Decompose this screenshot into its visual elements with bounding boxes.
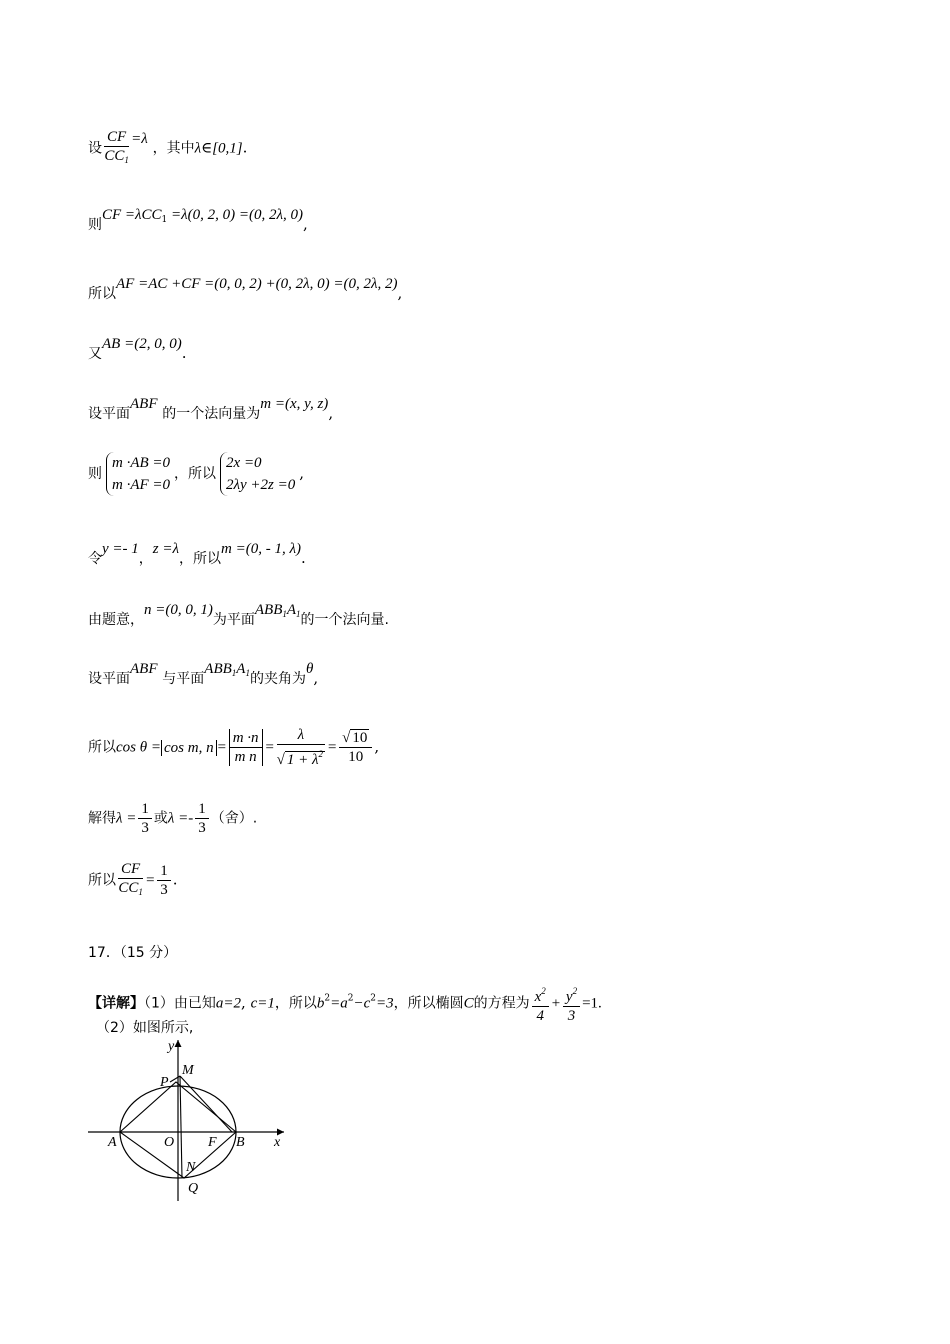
vector-n: n =(0, 0, 1) bbox=[144, 602, 213, 618]
system-1 bbox=[106, 452, 170, 496]
vector-cf-val: =λ(0, 2, 0) =(0, 2λ, 0) bbox=[167, 207, 303, 223]
text-or: 或 bbox=[153, 810, 168, 827]
sys1-eq2: m ·AF =0 bbox=[112, 477, 171, 493]
fraction-num: CF bbox=[118, 860, 143, 879]
equals: = bbox=[264, 739, 275, 756]
text-so: 所以 bbox=[88, 872, 116, 889]
sqrt-body: 1 + λ bbox=[286, 752, 319, 768]
line-9 bbox=[88, 661, 319, 693]
vector-af: AF =AC +CF =(0, 0, 2) +(0, 2λ, 0) =(0, 2λ, 2) bbox=[116, 276, 398, 292]
fraction-x2-4 bbox=[532, 982, 549, 1025]
sqrt-ten: 10 bbox=[352, 730, 368, 746]
subscript: 1 bbox=[124, 155, 129, 165]
line-mn bbox=[180, 1076, 182, 1178]
label-p: P bbox=[160, 1075, 169, 1090]
text-set-plane: 设平面 bbox=[88, 671, 130, 687]
text-angle: 的夹角为 bbox=[249, 671, 306, 687]
superscript: 2 bbox=[370, 993, 376, 1004]
comma: , bbox=[397, 284, 403, 302]
vector-m: m =(x, y, z) bbox=[260, 396, 329, 412]
fraction-num: 1 bbox=[195, 800, 209, 819]
text-is-plane: 为平面 bbox=[212, 612, 255, 628]
superscript: 2 bbox=[541, 986, 546, 996]
system-2 bbox=[220, 452, 295, 496]
eq-y: y =- 1 bbox=[102, 541, 139, 557]
lambda-range: λ∈[0,1] bbox=[194, 140, 243, 157]
text-where: ，其中 bbox=[152, 140, 195, 157]
fraction-den: 4 bbox=[536, 1008, 544, 1024]
fraction-den: 3 bbox=[141, 820, 149, 836]
comma: , bbox=[303, 215, 308, 233]
fraction-num: y bbox=[565, 989, 573, 1005]
text-ellipse: ，所以椭圆 bbox=[393, 995, 464, 1012]
fraction-sqrt10: $\frac{√ 10}{10}$ bbox=[339, 729, 372, 766]
ellipse-figure bbox=[84, 1036, 304, 1206]
comma: , bbox=[313, 669, 319, 687]
text-then: 则 bbox=[88, 217, 102, 233]
text-let: 令 bbox=[88, 551, 102, 567]
subscript: 1 bbox=[161, 215, 168, 225]
fraction-den: 10 bbox=[348, 749, 364, 765]
fraction-num: λ bbox=[277, 726, 325, 745]
text-so: 所以 bbox=[88, 739, 116, 756]
sys2-eq2: 2λy +2z =0 bbox=[226, 477, 296, 493]
eq-c: c=1 bbox=[250, 995, 275, 1012]
fraction-num: m ·n bbox=[229, 729, 263, 748]
fraction-one-third bbox=[195, 800, 209, 837]
text-solve: 解得 bbox=[88, 810, 116, 827]
period: . bbox=[172, 870, 178, 889]
superscript: 2 bbox=[318, 749, 324, 759]
fraction-dot bbox=[229, 729, 263, 766]
equals: = bbox=[216, 739, 227, 756]
label-m: M bbox=[182, 1063, 194, 1078]
label-f: F bbox=[208, 1135, 217, 1150]
text-then: 则 bbox=[88, 466, 102, 482]
subscript: 1 bbox=[231, 668, 237, 678]
fraction-one-third bbox=[138, 800, 152, 837]
subscript: 1 bbox=[282, 609, 287, 619]
label-b: B bbox=[236, 1135, 245, 1150]
fraction-cf-cc1 bbox=[118, 860, 143, 901]
fraction-num: CF bbox=[104, 128, 129, 147]
label-y: y bbox=[168, 1039, 175, 1054]
eq-a-sq: =a bbox=[330, 995, 348, 1012]
subscript: 1 bbox=[138, 887, 143, 897]
fraction-den: 3 bbox=[160, 882, 168, 898]
line-4 bbox=[88, 336, 187, 364]
ellipse-c: C bbox=[463, 995, 474, 1012]
fraction-one-third bbox=[157, 862, 171, 899]
text-given: 由题意， bbox=[88, 612, 144, 628]
line-1 bbox=[88, 128, 247, 169]
problem-17-heading: 17．（15 分） bbox=[88, 945, 178, 961]
superscript: 2 bbox=[347, 993, 354, 1004]
text-set: 设 bbox=[88, 140, 102, 157]
text-also: 又 bbox=[88, 346, 102, 362]
b: b bbox=[316, 995, 325, 1012]
fraction-num: 1 bbox=[157, 862, 171, 881]
text-and-plane: 与平面 bbox=[162, 671, 205, 687]
line-2 bbox=[88, 207, 308, 240]
fraction-den: 3 bbox=[567, 1008, 576, 1024]
text-so: ，所以 bbox=[174, 466, 217, 482]
eq-z: z =λ bbox=[152, 541, 179, 557]
vector-m-val: m =(0, - 1, λ) bbox=[221, 541, 301, 557]
fraction-den: 3 bbox=[198, 820, 206, 836]
line-14: 【详解】（1）由已知a=2, c=1，所以$b^2=a^2-c^2=3$，所以椭圆C的方程为 $\frac{x^2}{4}$ + $\frac{y^2}{3}$ =1. bbox=[88, 982, 602, 1025]
fraction-den: m n bbox=[229, 748, 263, 766]
plane-part: ABB bbox=[204, 661, 232, 677]
detail-tag: 【详解】 bbox=[88, 995, 144, 1012]
label-q: Q bbox=[188, 1181, 199, 1196]
comma: , bbox=[328, 404, 334, 422]
text-part1: （1）由已知 bbox=[144, 995, 216, 1012]
period: . bbox=[242, 138, 248, 157]
plane-part: A bbox=[236, 661, 246, 677]
line-5 bbox=[88, 396, 334, 424]
fraction-cf-cc1 bbox=[104, 128, 129, 169]
line-6 bbox=[88, 452, 304, 496]
period: . bbox=[181, 344, 187, 362]
text-normal: 的一个法向量为 bbox=[162, 406, 261, 422]
fraction-y2-3 bbox=[563, 982, 580, 1025]
text-so: ，所以 bbox=[179, 551, 221, 567]
sys1-eq1: m ·AB =0 bbox=[112, 455, 171, 471]
fraction-lambda: $\frac{\lambda}{√ 1 + \lambda^2}$ bbox=[276, 727, 324, 768]
text-discard: （舍）. bbox=[210, 810, 258, 827]
period: . bbox=[300, 549, 306, 567]
vector-cf-eq: CF =λCC bbox=[102, 207, 162, 223]
subscript: 1 bbox=[245, 668, 250, 678]
plus: + bbox=[550, 995, 561, 1012]
plane-abf: ABF bbox=[130, 396, 158, 412]
plane-part: A bbox=[286, 602, 297, 618]
cos-theta: cos θ = bbox=[116, 739, 161, 756]
line-7 bbox=[88, 541, 306, 569]
superscript: 2 bbox=[324, 993, 331, 1004]
plane-abf: ABF bbox=[130, 661, 158, 677]
plane-abb1a1 bbox=[255, 602, 301, 618]
label-n: N bbox=[186, 1160, 196, 1175]
minus-c: −c bbox=[353, 995, 371, 1012]
fraction-den: CC bbox=[104, 148, 125, 164]
text-normal-vector: 的一个法向量. bbox=[300, 612, 389, 628]
line-3 bbox=[88, 276, 403, 304]
equals-one: =1. bbox=[582, 995, 602, 1012]
label-o: O bbox=[164, 1135, 175, 1150]
text-so: 所以 bbox=[88, 286, 116, 302]
equals: = bbox=[145, 872, 156, 889]
subscript: 1 bbox=[296, 609, 301, 619]
part-2-text: （2）如图所示, bbox=[96, 1020, 194, 1036]
comma: , bbox=[299, 464, 305, 482]
fraction-num: x bbox=[534, 989, 542, 1005]
line-11 bbox=[88, 800, 257, 837]
text-equation: 的方程为 bbox=[473, 995, 530, 1012]
comma: , bbox=[374, 737, 380, 756]
line-10 bbox=[88, 726, 379, 769]
lambda-eq-neg: λ =- bbox=[167, 810, 194, 827]
vector-ab: AB =(2, 0, 0) bbox=[102, 336, 182, 352]
sys2-eq1: 2x =0 bbox=[226, 455, 262, 471]
lambda-eq: λ = bbox=[116, 810, 137, 827]
label-a: A bbox=[108, 1135, 117, 1150]
sep: ， bbox=[138, 551, 153, 567]
equals-lambda: =λ bbox=[131, 130, 148, 147]
equals: = bbox=[327, 739, 338, 756]
fraction-den: CC bbox=[118, 880, 139, 896]
text-so: ，所以 bbox=[274, 995, 317, 1012]
abs-cos: cos m, n bbox=[161, 740, 217, 756]
plane-abb1a1 bbox=[204, 661, 250, 677]
theta: θ bbox=[305, 661, 314, 677]
superscript: 2 bbox=[572, 986, 578, 996]
eq-a: a=2 bbox=[215, 995, 242, 1012]
text-set-plane: 设平面 bbox=[88, 406, 130, 422]
plane-part: ABB bbox=[254, 602, 283, 618]
fraction-num: 1 bbox=[138, 800, 152, 819]
result: =3 bbox=[375, 995, 394, 1012]
line-12 bbox=[88, 860, 178, 901]
line-8 bbox=[88, 602, 389, 634]
label-x: x bbox=[274, 1135, 281, 1150]
